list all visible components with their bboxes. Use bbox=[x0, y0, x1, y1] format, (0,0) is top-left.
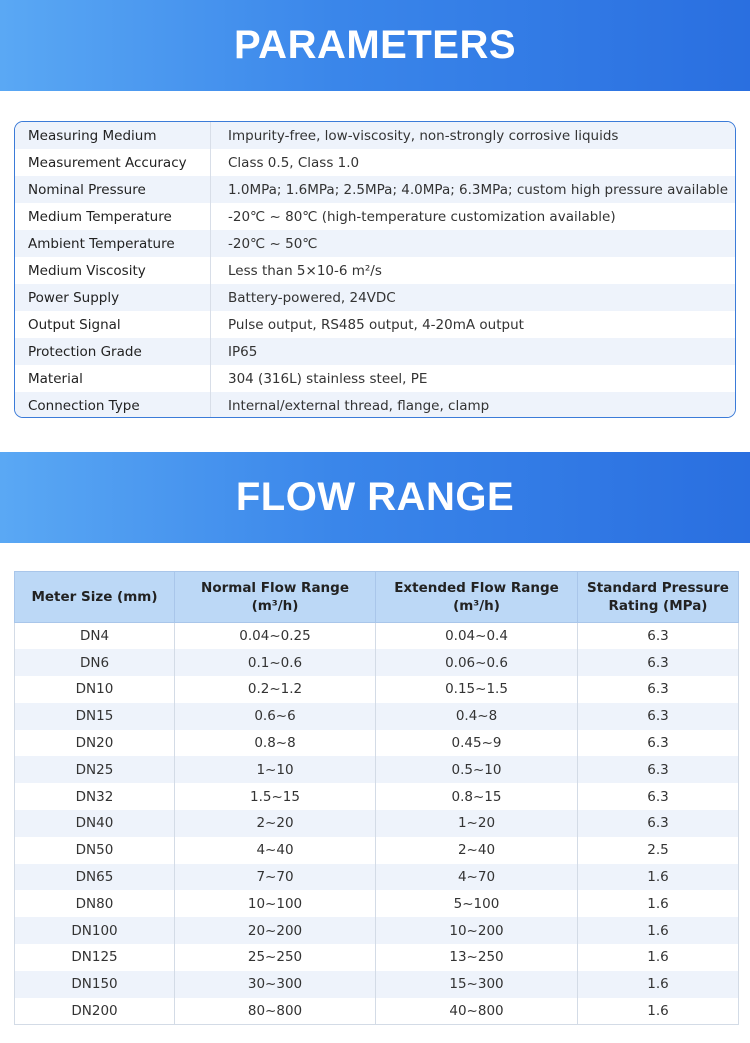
flow-range-row bbox=[15, 917, 739, 944]
cell-meter-size: DN6 bbox=[15, 649, 175, 676]
parameter-value: Class 0.5, Class 1.0 bbox=[228, 154, 360, 171]
cell-normal-flow: 10~100 bbox=[175, 890, 376, 917]
parameter-label: Measuring Medium bbox=[15, 122, 211, 149]
flow-range-row bbox=[15, 971, 739, 998]
parameter-label: Connection Type bbox=[15, 392, 211, 418]
flow-range-row bbox=[15, 623, 739, 650]
parameter-value: Pulse output, RS485 output, 4-20mA output bbox=[228, 316, 524, 333]
cell-extended-flow: 0.45~9 bbox=[376, 730, 578, 757]
cell-pressure-rating: 1.6 bbox=[578, 890, 739, 917]
parameters-title: PARAMETERS bbox=[233, 23, 517, 67]
flow-range-row bbox=[15, 783, 739, 810]
cell-pressure-rating: 6.3 bbox=[578, 730, 739, 757]
parameter-label: Output Signal bbox=[15, 311, 211, 338]
cell-extended-flow: 13~250 bbox=[376, 944, 578, 971]
cell-normal-flow: 0.1~0.6 bbox=[175, 649, 376, 676]
cell-extended-flow: 0.06~0.6 bbox=[376, 649, 578, 676]
cell-extended-flow: 5~100 bbox=[376, 890, 578, 917]
parameter-value: -20℃ ~ 80℃ (high-temperature customization available) bbox=[228, 208, 616, 225]
cell-meter-size: DN40 bbox=[15, 810, 175, 837]
parameter-label: Power Supply bbox=[15, 284, 211, 311]
parameters-banner bbox=[0, 0, 750, 91]
parameter-value: Less than 5×10-6 m²/s bbox=[228, 262, 382, 279]
cell-meter-size: DN15 bbox=[15, 703, 175, 730]
flow-range-row bbox=[15, 703, 739, 730]
cell-pressure-rating: 6.3 bbox=[578, 649, 739, 676]
parameter-value: 1.0MPa; 1.6MPa; 2.5MPa; 4.0MPa; 6.3MPa; custom high pressure available bbox=[228, 181, 729, 198]
cell-pressure-rating: 6.3 bbox=[578, 783, 739, 810]
cell-normal-flow: 0.6~6 bbox=[175, 703, 376, 730]
parameter-value: Battery-powered, 24VDC bbox=[228, 289, 396, 306]
cell-meter-size: DN100 bbox=[15, 917, 175, 944]
cell-meter-size: DN32 bbox=[15, 783, 175, 810]
flow-range-row bbox=[15, 998, 739, 1025]
header-meter-size: Meter Size (mm) bbox=[15, 572, 175, 623]
cell-pressure-rating: 1.6 bbox=[578, 917, 739, 944]
cell-normal-flow: 7~70 bbox=[175, 864, 376, 891]
parameter-label: Ambient Temperature bbox=[15, 230, 211, 257]
cell-normal-flow: 1.5~15 bbox=[175, 783, 376, 810]
parameter-row bbox=[15, 365, 735, 392]
cell-extended-flow: 0.5~10 bbox=[376, 756, 578, 783]
cell-meter-size: DN65 bbox=[15, 864, 175, 891]
cell-extended-flow: 0.8~15 bbox=[376, 783, 578, 810]
parameter-row bbox=[15, 284, 735, 311]
parameter-value: Internal/external thread, flange, clamp bbox=[228, 397, 490, 414]
flow-range-row bbox=[15, 676, 739, 703]
cell-extended-flow: 4~70 bbox=[376, 864, 578, 891]
flow-range-row bbox=[15, 756, 739, 783]
header-pressure-rating: Standard Pressure Rating (MPa) bbox=[578, 572, 739, 623]
flow-range-body bbox=[15, 623, 739, 1025]
cell-extended-flow: 0.15~1.5 bbox=[376, 676, 578, 703]
parameter-label: Medium Temperature bbox=[15, 203, 211, 230]
cell-pressure-rating: 6.3 bbox=[578, 676, 739, 703]
cell-pressure-rating: 6.3 bbox=[578, 810, 739, 837]
flow-range-row bbox=[15, 649, 739, 676]
cell-meter-size: DN4 bbox=[15, 623, 175, 650]
parameter-row bbox=[15, 257, 735, 284]
cell-meter-size: DN80 bbox=[15, 890, 175, 917]
flow-range-banner bbox=[0, 452, 750, 543]
parameter-row bbox=[15, 338, 735, 365]
cell-normal-flow: 25~250 bbox=[175, 944, 376, 971]
parameter-value: 304 (316L) stainless steel, PE bbox=[228, 370, 428, 387]
parameter-row bbox=[15, 311, 735, 338]
cell-extended-flow: 1~20 bbox=[376, 810, 578, 837]
header-normal-flow: Normal Flow Range (m³/h) bbox=[175, 572, 376, 623]
cell-pressure-rating: 6.3 bbox=[578, 623, 739, 650]
flow-range-header-row bbox=[15, 572, 739, 623]
cell-normal-flow: 2~20 bbox=[175, 810, 376, 837]
cell-normal-flow: 30~300 bbox=[175, 971, 376, 998]
cell-normal-flow: 1~10 bbox=[175, 756, 376, 783]
cell-pressure-rating: 1.6 bbox=[578, 998, 739, 1025]
cell-meter-size: DN50 bbox=[15, 837, 175, 864]
parameter-label: Measurement Accuracy bbox=[15, 149, 211, 176]
cell-normal-flow: 0.8~8 bbox=[175, 730, 376, 757]
cell-normal-flow: 20~200 bbox=[175, 917, 376, 944]
cell-meter-size: DN20 bbox=[15, 730, 175, 757]
cell-extended-flow: 40~800 bbox=[376, 998, 578, 1025]
parameter-value: Impurity-free, low-viscosity, non-strongly corrosive liquids bbox=[228, 127, 619, 144]
cell-normal-flow: 4~40 bbox=[175, 837, 376, 864]
parameter-row bbox=[15, 392, 735, 418]
cell-meter-size: DN10 bbox=[15, 676, 175, 703]
parameter-value: -20℃ ~ 50℃ bbox=[228, 235, 318, 252]
parameter-row bbox=[15, 122, 735, 149]
parameters-table bbox=[14, 121, 736, 418]
cell-normal-flow: 0.04~0.25 bbox=[175, 623, 376, 650]
cell-normal-flow: 80~800 bbox=[175, 998, 376, 1025]
cell-extended-flow: 2~40 bbox=[376, 837, 578, 864]
parameter-label: Medium Viscosity bbox=[15, 257, 211, 284]
flow-range-row bbox=[15, 944, 739, 971]
cell-normal-flow: 0.2~1.2 bbox=[175, 676, 376, 703]
parameter-row bbox=[15, 176, 735, 203]
parameter-row bbox=[15, 203, 735, 230]
parameter-label: Nominal Pressure bbox=[15, 176, 211, 203]
cell-meter-size: DN200 bbox=[15, 998, 175, 1025]
flow-range-row bbox=[15, 810, 739, 837]
cell-pressure-rating: 1.6 bbox=[578, 944, 739, 971]
cell-pressure-rating: 6.3 bbox=[578, 756, 739, 783]
cell-meter-size: DN150 bbox=[15, 971, 175, 998]
cell-pressure-rating: 1.6 bbox=[578, 864, 739, 891]
flow-range-row bbox=[15, 730, 739, 757]
parameter-label: Material bbox=[15, 365, 211, 392]
parameter-row bbox=[15, 149, 735, 176]
cell-extended-flow: 15~300 bbox=[376, 971, 578, 998]
cell-extended-flow: 0.4~8 bbox=[376, 703, 578, 730]
flow-range-row bbox=[15, 890, 739, 917]
cell-pressure-rating: 1.6 bbox=[578, 971, 739, 998]
header-extended-flow: Extended Flow Range (m³/h) bbox=[376, 572, 578, 623]
parameter-row bbox=[15, 230, 735, 257]
cell-pressure-rating: 2.5 bbox=[578, 837, 739, 864]
cell-extended-flow: 10~200 bbox=[376, 917, 578, 944]
flow-range-row bbox=[15, 837, 739, 864]
parameter-label: Protection Grade bbox=[15, 338, 211, 365]
cell-meter-size: DN125 bbox=[15, 944, 175, 971]
cell-meter-size: DN25 bbox=[15, 756, 175, 783]
cell-extended-flow: 0.04~0.4 bbox=[376, 623, 578, 650]
cell-pressure-rating: 6.3 bbox=[578, 703, 739, 730]
flow-range-row bbox=[15, 864, 739, 891]
flow-range-table bbox=[14, 571, 739, 1025]
flow-range-title: FLOW RANGE bbox=[235, 475, 515, 519]
parameter-value: IP65 bbox=[228, 343, 258, 360]
